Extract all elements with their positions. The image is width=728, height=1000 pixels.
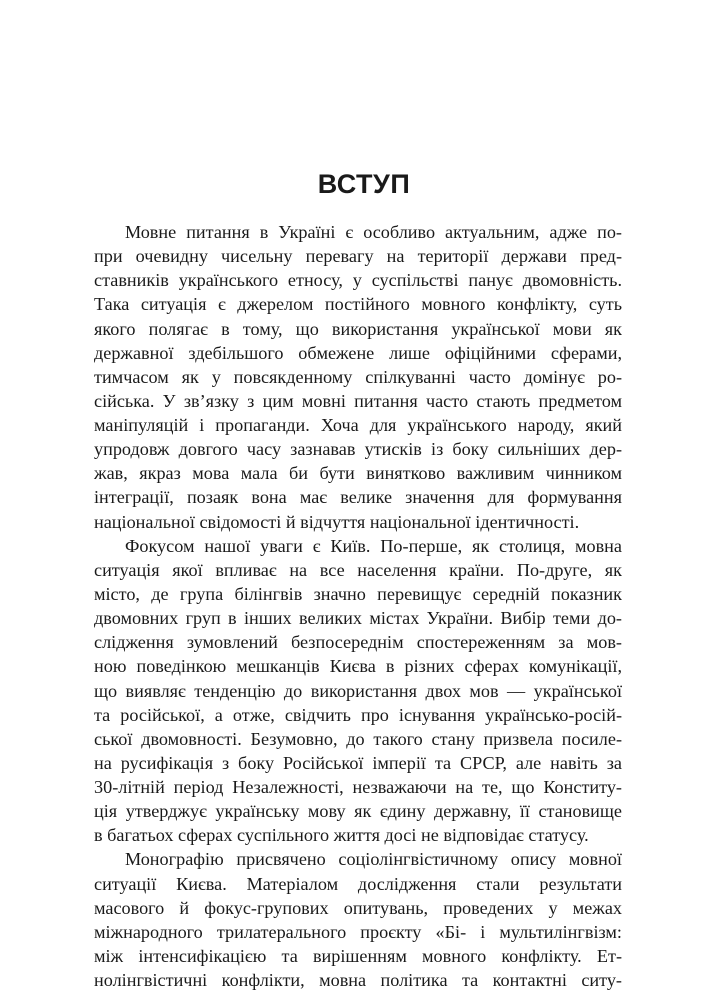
text-line: 30-літній період Незалежності, незважаючи на те, що Конститу-: [94, 777, 622, 797]
text-line: інтеграції, позаяк вона має велике значення для формування: [94, 487, 622, 508]
text-line: якого полягає в тому, що використання української мови як: [94, 318, 622, 339]
text-line: на русифікація з боку Російської імперії та СРСР, але навіть за: [94, 752, 622, 773]
text-line: місто, де група білінгвів значно перевищує середній показник: [94, 583, 622, 604]
text-line: Така ситуація є джерелом постійного мовного конфлікту, суть: [94, 294, 622, 315]
text-line: Фокусом нашої уваги є Київ. По-перше, як столиця, мовна: [125, 535, 622, 556]
text-line: та російської, а отже, свідчить про існування українсько-росій-: [94, 704, 622, 725]
page-heading: ВСТУП: [317, 169, 411, 199]
text-line: при очевидну чисельну перевагу на території держави пред-: [94, 246, 622, 267]
text-line: Монографію присвячено соціолінгвістичному опису мовної: [125, 849, 622, 870]
text-line: ставників українського етносу, у суспільстві панує двомовність.: [94, 270, 622, 291]
text-line: ситуації Києва. Матеріалом дослідження стали результати: [94, 873, 622, 894]
text-line: тимчасом як у повсякденному спілкуванні часто домінує ро-: [94, 366, 622, 387]
text-line: державної здебільшого обмежене лише офіційними сферами,: [94, 342, 622, 363]
text-line: Мовне питання в Україні є особливо актуальним, адже по-: [125, 222, 622, 242]
text-line: жав, якраз мова мала би бути винятково важливим чинником: [94, 463, 622, 484]
text-line: ною поведінкою мешканців Києва в різних сферах комунікації,: [94, 656, 622, 677]
text-line: маніпуляцій і пропаганди. Хоча для українського народу, який: [94, 415, 622, 435]
text-line: в багатьох сферах суспільного життя досі не відповідає статусу.: [94, 825, 589, 846]
text-line: сійська. У зв’язку з цим мовні питання часто стають предметом: [94, 390, 622, 411]
text-line: ситуація якої впливає на все населення країни. По-друге, як: [94, 559, 622, 580]
text-line: слідження зумовлений безпосереднім спостереженням за мов-: [94, 632, 622, 653]
text-line: нолінгвістичні конфлікти, мовна політика та контактні ситу-: [94, 970, 622, 990]
text-line: упродовж довгого часу зазнавав утисків із боку сильніших дер-: [94, 439, 622, 460]
text-line: національної свідомості й відчуття національної ідентичності.: [94, 511, 580, 532]
text-line: що виявляє тенденцію до використання двох мов — української: [94, 680, 622, 701]
text-line: ція утверджує українську мову як єдину державну, її становище: [94, 801, 622, 822]
text-line: двомовних груп в інших великих містах України. Вибір теми до-: [94, 608, 622, 629]
text-line: ської двомовності. Безумовно, до такого стану призвела посиле-: [94, 728, 622, 749]
text-line: масового й фокус-групових опитувань, проведених у межах: [94, 897, 622, 918]
text-line: міжнародного трилатерального проєкту «Бі- і мультилінгвізм:: [94, 921, 622, 942]
text-line: між інтенсифікацією та вирішенням мовного конфлікту. Ет-: [94, 945, 622, 966]
